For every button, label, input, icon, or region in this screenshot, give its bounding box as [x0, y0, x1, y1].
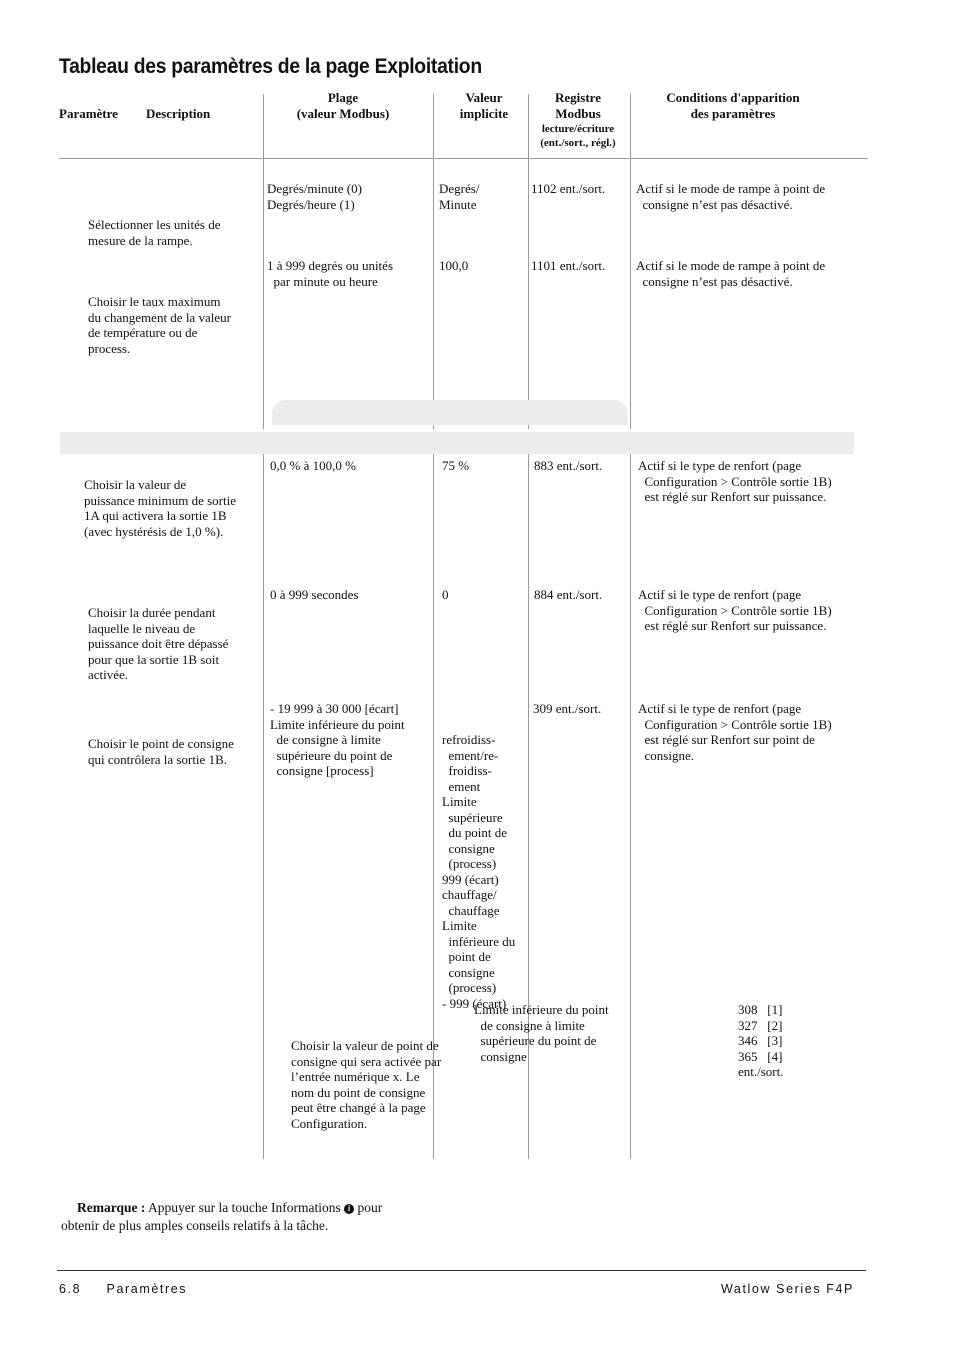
column-divider — [630, 454, 631, 1159]
row-conditions: Actif si le type de renfort (page Configuration > Contrôle sortie 1B) est réglé sur Renfort sur puissance. — [638, 587, 832, 633]
row-range: 0,0 % à 100,0 % — [270, 458, 356, 473]
row-conditions: Actif si le mode de rampe à point de consigne n’est pas désactivé. — [636, 258, 826, 289]
header-registre-sub: lecture/écriture (ent./sort., régl.) — [540, 123, 616, 149]
row-register: 884 ent./sort. — [534, 587, 603, 602]
header-conditions: Conditions d'apparition des paramètres — [666, 90, 800, 121]
row-description: Choisir la durée pendant laquelle le niveau de puissance doit être dépassé pour que la sortie 1B soit activée. — [88, 605, 229, 682]
row-description: Choisir le taux maximum du changement de la valeur de température ou de process. — [88, 294, 231, 356]
column-divider — [433, 94, 434, 429]
footer-right: Watlow Series F4P — [720, 1282, 854, 1296]
row-range: 0 à 999 secondes — [270, 587, 359, 602]
header-rule — [59, 158, 868, 159]
row-default: refroidiss- ement/re- froidiss- ement Limite supérieure du point de consigne (process) 999 (écart) chauffage/ chauffage Limite inférieure du point de consigne (process) - 999 (écart) — [442, 732, 516, 1011]
page-title: Tableau des paramètres de la page Exploitation — [59, 55, 482, 78]
row-register: 1102 ent./sort. — [531, 181, 606, 196]
row-conditions: Actif si le type de renfort (page Configuration > Contrôle sortie 1B) est réglé sur Renfort sur puissance. — [638, 458, 832, 504]
row-description: Sélectionner les unités de mesure de la rampe. — [88, 217, 221, 248]
row-register: 883 ent./sort. — [534, 458, 603, 473]
column-divider — [263, 94, 264, 429]
row-default: 75 % — [442, 458, 470, 473]
column-divider — [263, 454, 264, 1159]
column-divider — [630, 94, 631, 429]
footer-rule — [57, 1270, 866, 1271]
row-description: Choisir la valeur de point de consigne qui sera activée par l’entrée numérique x. Le nom du point de consigne peut être changé à la page Configuration. — [291, 1038, 442, 1131]
row-conditions: Actif si le type de renfort (page Configuration > Contrôle sortie 1B) est réglé sur Renfort sur point de consigne. — [638, 701, 832, 763]
header-plage: Plage (valeur Modbus) — [296, 90, 390, 121]
row-conditions: Actif si le mode de rampe à point de consigne n’est pas désactivé. — [636, 181, 826, 212]
row-range: Limite inférieure du point de consigne à limite supérieure du point de consigne — [474, 1002, 609, 1064]
footer-left: 6.8 Paramètres — [59, 1282, 188, 1296]
row-default: 0 — [442, 587, 449, 602]
header-description: Description — [146, 106, 211, 121]
row-register: 308 [1] 327 [2] 346 [3] 365 [4] ent./sort. — [738, 1002, 784, 1079]
note-text-after: pour — [354, 1200, 383, 1215]
row-range: 1 à 999 degrés ou unités par minute ou heure — [267, 258, 394, 289]
header-valeur-implicite: Valeur implicite — [459, 90, 509, 121]
header-parametre: Paramètre — [59, 106, 118, 121]
info-icon: i — [344, 1204, 354, 1214]
section-band — [60, 432, 854, 454]
row-range: Degrés/minute (0) Degrés/heure (1) — [267, 181, 362, 212]
note-label: Remarque : — [77, 1200, 146, 1215]
column-divider — [528, 94, 529, 429]
header-registre-modbus: Registre Modbus — [555, 90, 601, 121]
row-register: 1101 ent./sort. — [531, 258, 606, 273]
row-default: 100,0 — [439, 258, 469, 273]
row-register: 309 ent./sort. — [533, 701, 602, 716]
row-default: Degrés/ Minute — [439, 181, 480, 212]
section-tab — [272, 400, 628, 425]
note — [77, 1199, 382, 1217]
note-line-2: obtenir de plus amples conseils relatifs à la tâche. — [61, 1218, 329, 1233]
row-description: Choisir le point de consigne qui contrôlera la sortie 1B. — [88, 736, 234, 767]
row-range: - 19 999 à 30 000 [écart] Limite inférieure du point de consigne à limite supérieure du point de consigne [process] — [270, 701, 405, 778]
row-description: Choisir la valeur de puissance minimum de sortie 1A qui activera la sortie 1B (avec hystérésis de 1,0 %). — [84, 477, 237, 539]
note-text: Appuyer sur la touche Informations — [145, 1200, 345, 1215]
